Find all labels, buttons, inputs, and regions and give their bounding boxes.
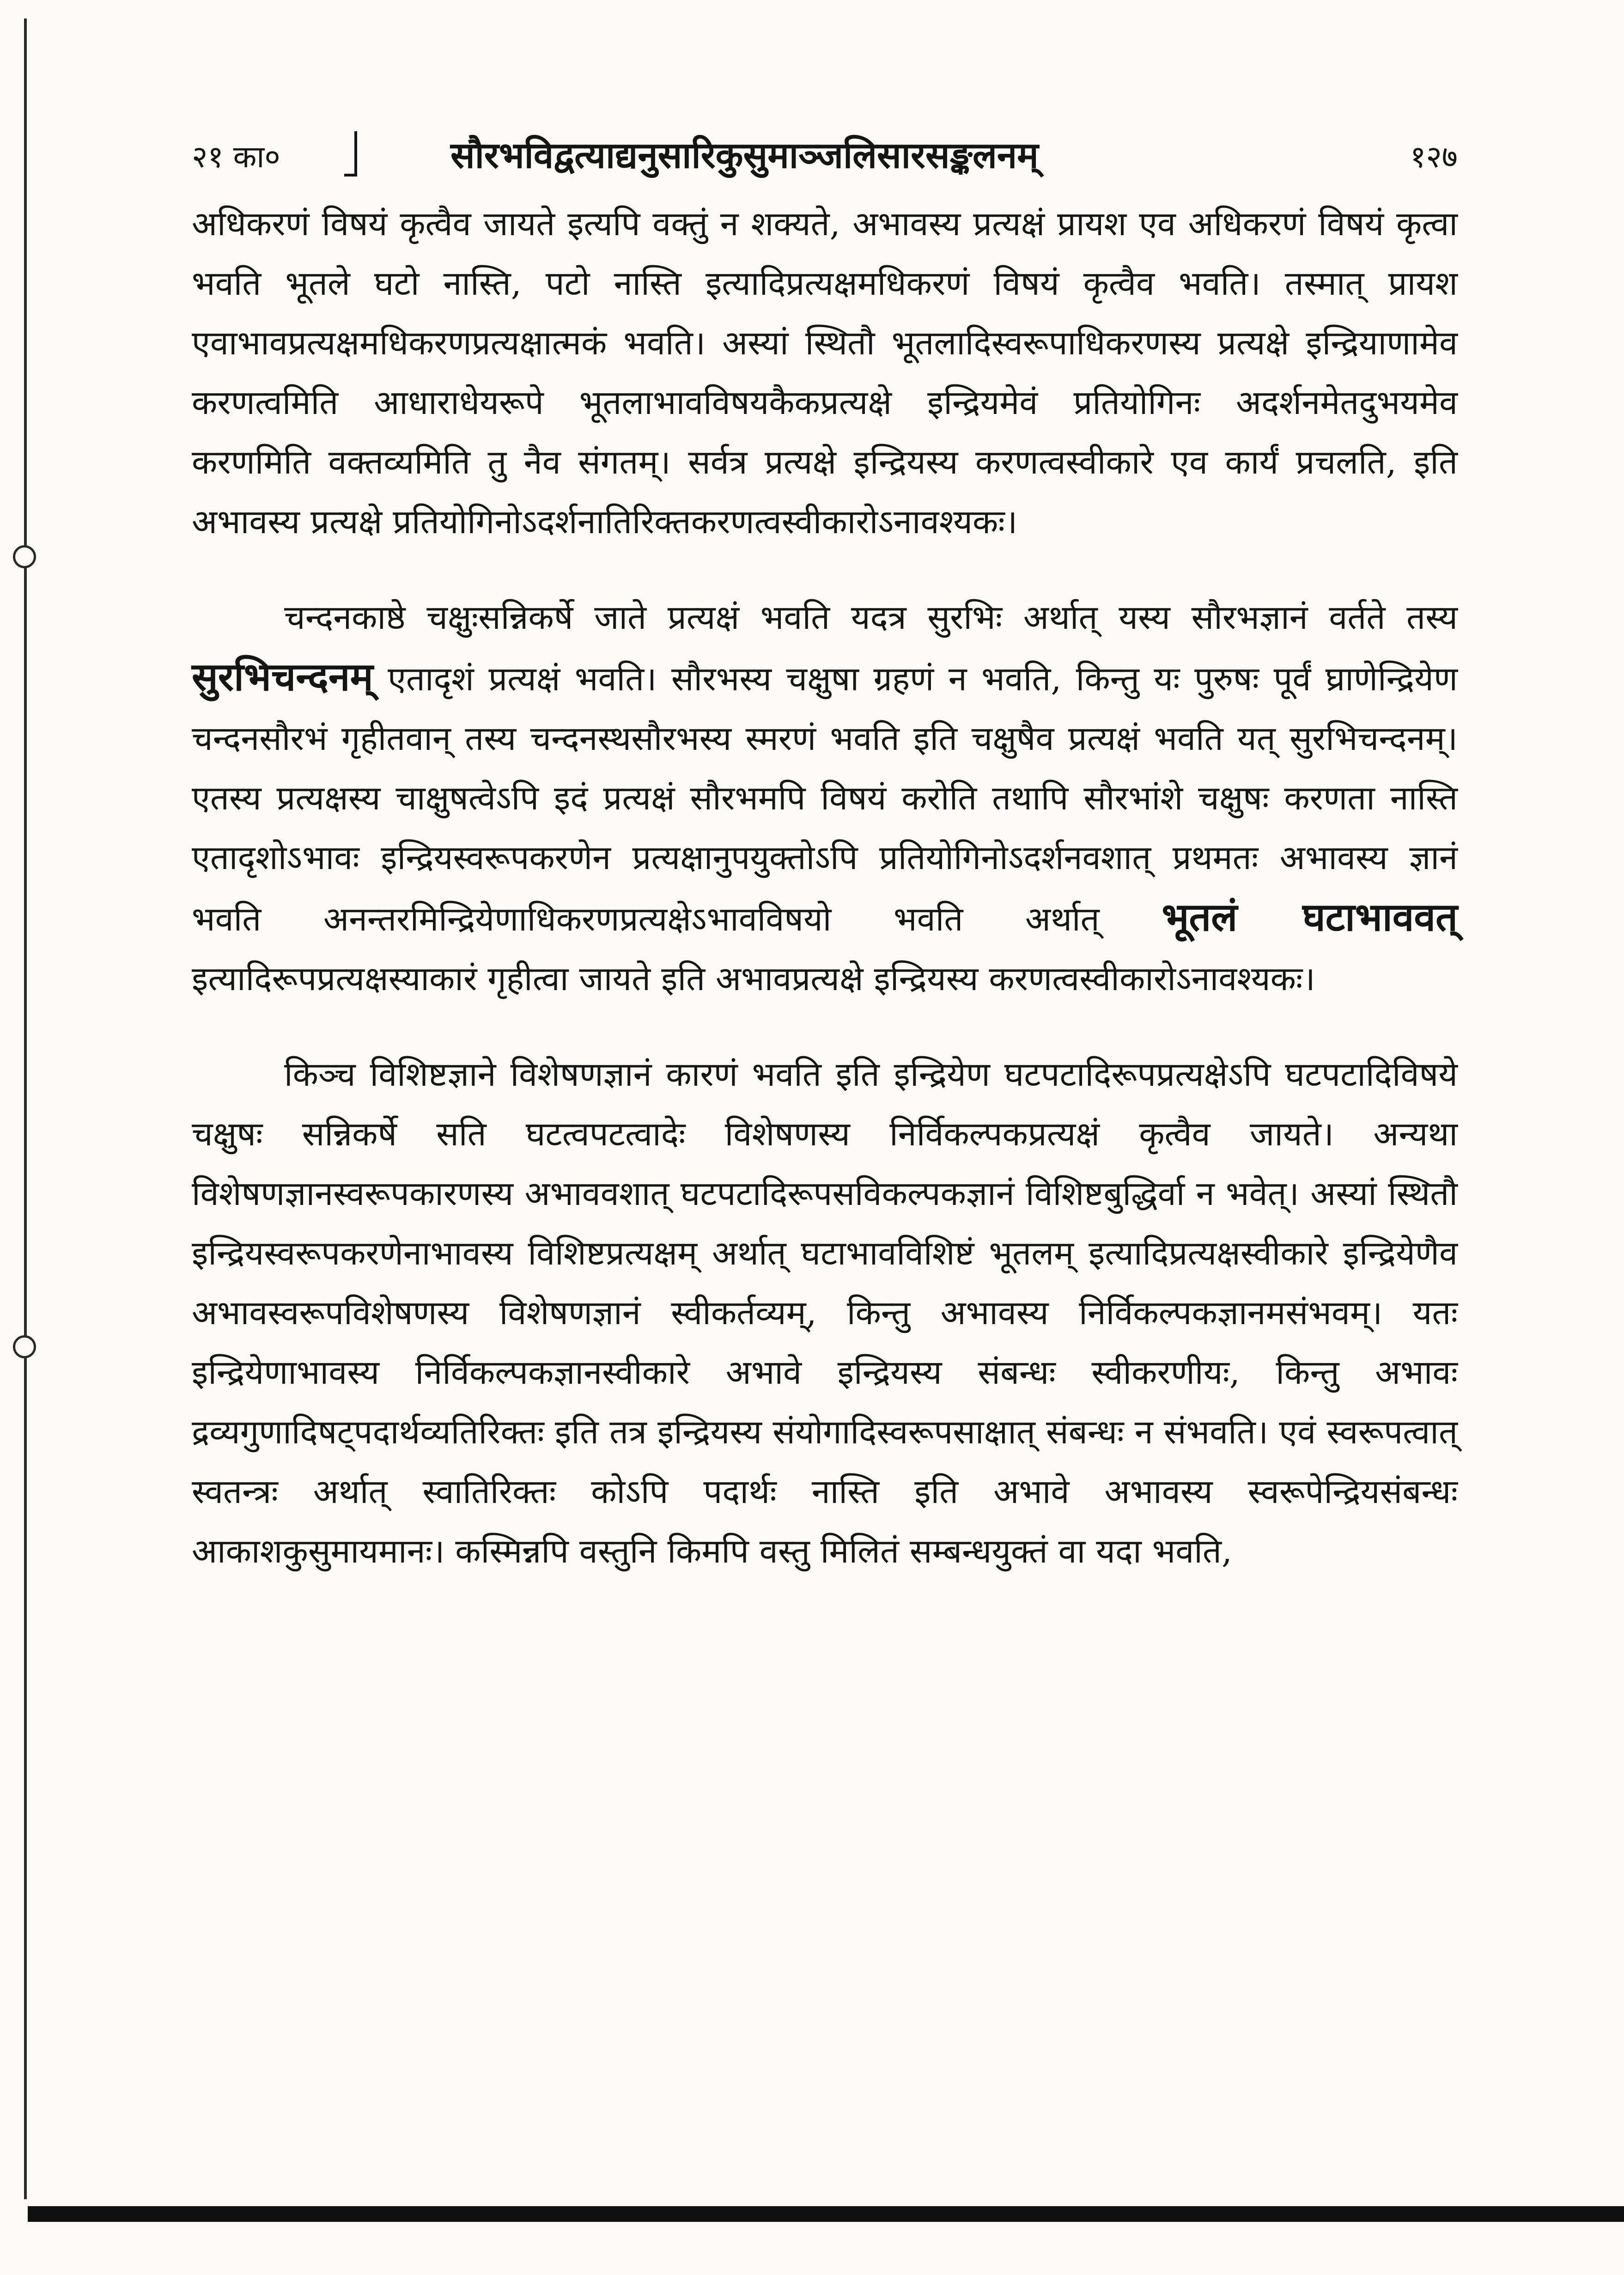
bottom-rule [28,2206,1624,2222]
paragraph-2 [192,588,1458,1009]
section-ref: २१ का० [192,139,280,175]
paragraph-text: इत्यादिरूपप्रत्यक्षस्याकारं गृहीत्वा जायते इति अभावप्रत्यक्षे इन्द्रियस्य करणत्वस्वीकारोऽनावश्यकः। [192,959,1315,998]
running-title: सौरभविद्वत्याद्यनुसारिकुसुमाञ्जलिसारसङ्कलनम् [450,135,1039,176]
emphasized-term: भूतलं घटाभाववत् [1162,894,1458,940]
paragraph-text: एतादृशं प्रत्यक्षं भवति। सौरभस्य चक्षुषा ग्रहणं न भवति, किन्तु यः पुरुषः पूर्वं घ्राणेन्द्रियेण चन्दनसौरभं गृहीतवान् तस्य चन्दनस्थसौरभस्य स्मरणं भवति इति चक्षुषैव प्रत्यक्षं भवति यत् सुरभिचन्दनम्। एतस्य प्रत्यक्षस्य चाक्षुषत्वेऽपि इदं प्रत्यक्षं सौरभमपि विषयं करोति तथापि सौरभांशे चक्षुषः करणता नास्ति एतादृशोऽभावः इन्द्रियस्वरूपकरणेन प्रत्यक्षानुपयुक्तोऽपि प्रतियोगिनोऽदर्शनवशात् प्रथमतः अभावस्य ज्ञानं भवति अनन्तरमिन्द्रियेणाधिकरणप्रत्यक्षेऽभावविषयो भवति अर्थात् [192,659,1458,938]
binding-hole-mark [13,1335,36,1358]
paragraph-text: चन्दनकाष्ठे चक्षुःसन्निकर्षे जाते प्रत्यक्षं भवति यदत्र सुरभिः अर्थात् यस्य सौरभज्ञानं वर्तते तस्य [284,598,1458,637]
paragraph-text: अधिकरणं विषयं कृत्वैव जायते इत्यपि वक्तुं न शक्यते, अभावस्य प्रत्यक्षं प्रायश एव अधिकरणं विषयं कृत्वा भवति भूतले घटो नास्ति, पटो नास्ति इत्यादिप्रत्यक्षमधिकरणं विषयं कृत्वैव भवति। तस्मात् प्रायश एवाभावप्रत्यक्षमधिकरणप्रत्यक्षात्मकं भवति। अस्यां स्थितौ भूतलादिस्वरूपाधिकरणस्य प्रत्यक्षे इन्द्रियाणामेव करणत्वमिति आधाराधेयरूपे भूतलाभावविषयकैकप्रत्यक्षे इन्द्रियमेवं प्रतियोगिनः अदर्शनमेतदुभयमेव करणमिति वक्तव्यमिति तु नैव संगतम्। सर्वत्र प्रत्यक्षे इन्द्रियस्य करणत्वस्वीकारे एव कार्यं प्रचलति, इति अभावस्य प्रत्यक्षे प्रतियोगिनोऽदर्शनातिरिक्तकरणत्वस्वीकारोऽनावश्यकः। [192,204,1458,541]
bracket-mark [344,131,357,176]
paragraph-3 [192,1045,1458,1581]
emphasized-term: सुरभिचन्दनम् [192,654,373,700]
running-head [192,125,1458,194]
binding-hole-mark [13,545,36,568]
binding-edge [24,18,27,2199]
paragraph-text: किञ्च विशिष्टज्ञाने विशेषणज्ञानं कारणं भवति इति इन्द्रियेण घटपटादिरूपप्रत्यक्षेऽपि घटपटादिविषये चक्षुषः सन्निकर्षे सति घटत्वपटत्वादेः विशेषणस्य निर्विकल्पकप्रत्यक्षं कृत्वैव जायते। अन्यथा विशेषणज्ञानस्वरूपकारणस्य अभाववशात् घटपटादिरूपसविकल्पकज्ञानं विशिष्टबुद्धिर्वा न भवेत्। अस्यां स्थितौ इन्द्रियस्वरूपकरणेनाभावस्य विशिष्टप्रत्यक्षम् अर्थात् घटाभावविशिष्टं भूतलम् इत्यादिप्रत्यक्षस्वीकारे इन्द्रियेणैव अभावस्वरूपविशेषणस्य विशेषणज्ञानं स्वीकर्तव्यम्, किन्तु अभावस्य निर्विकल्पकज्ञानमसंभवम्। यतः इन्द्रियेणाभावस्य निर्विकल्पकज्ञानस्वीकारे अभावे इन्द्रियस्य संबन्धः स्वीकरणीयः, किन्तु अभावः द्रव्यगुणादिषट्पदार्थव्यतिरिक्तः इति तत्र इन्द्रियस्य संयोगादिस्वरूपसाक्षात् संबन्धः न संभवति। एवं स्वरूपत्वात् स्वतन्त्रः अर्थात् स्वातिरिक्तः कोऽपि पदार्थः नास्ति इति अभावे अभावस्य स्वरूपेन्द्रियसंबन्धः आकाशकुसुमायमानः। कस्मिन्नपि वस्तुनि किमपि वस्तु मिलितं सम्बन्धयुक्तं वा यदा भवति, [192,1055,1458,1570]
paragraph-1 [192,194,1458,552]
page [192,125,1458,1581]
page-number: १२७ [1410,139,1458,175]
